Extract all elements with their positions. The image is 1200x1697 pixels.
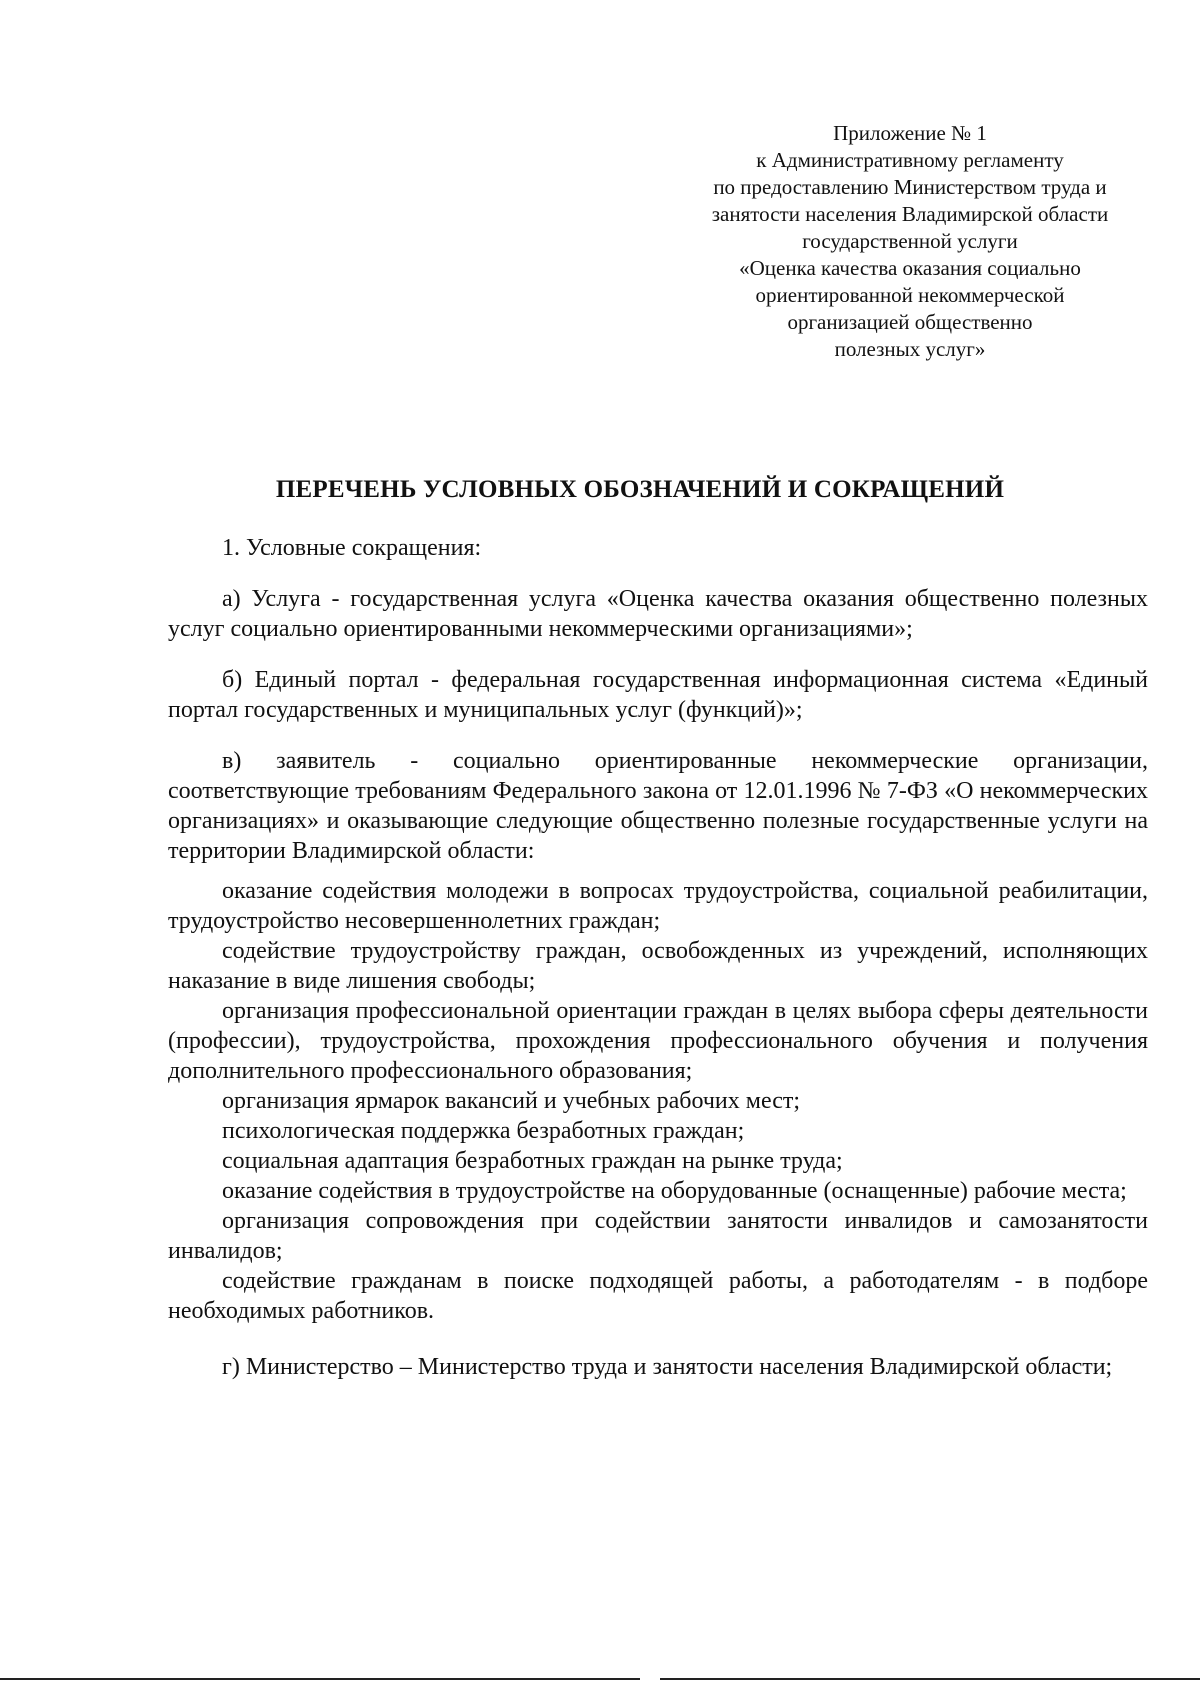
item-v: в) заявитель - социально ориентированные некоммерческие организации, соответствующие требованиям Федерального закона от 12.01.1996 № 7-ФЗ «О некоммерческих организациях» и оказывающие следующие общественно полезные государственные услуги на территории Владимирской области:: [168, 748, 1148, 864]
service-item: оказание содействия в трудоустройстве на оборудованные (оснащенные) рабочие места;: [222, 1178, 1127, 1204]
appendix-block: [640, 120, 1180, 363]
service-item: психологическая поддержка безработных граждан;: [222, 1118, 745, 1144]
item-b: б) Единый портал - федеральная государственная информационная система «Единый портал государственных и муниципальных услуг (функций)»;: [168, 667, 1148, 723]
document-title: ПЕРЕЧЕНЬ УСЛОВНЫХ ОБОЗНАЧЕНИЙ И СОКРАЩЕНИЙ: [275, 476, 1005, 503]
footer-divider: [660, 1678, 1200, 1680]
item-g: г) Министерство – Министерство труда и занятости населения Владимирской области;: [222, 1354, 1113, 1380]
document-body: [168, 533, 1148, 1382]
section-heading: 1. Условные сокращения:: [222, 535, 482, 561]
service-item: содействие трудоустройству граждан, освобожденных из учреждений, исполняющих наказание в виде лишения свободы;: [168, 938, 1148, 994]
appendix-line: по предоставлению Министерством труда и: [713, 175, 1107, 199]
service-item: организация ярмарок вакансий и учебных рабочих мест;: [222, 1088, 801, 1114]
service-item: организация сопровождения при содействии занятости инвалидов и самозанятости инвалидов;: [168, 1208, 1148, 1264]
appendix-line: к Административному регламенту: [756, 148, 1064, 172]
service-item: социальная адаптация безработных граждан на рынке труда;: [222, 1148, 843, 1174]
footer-divider: [0, 1678, 640, 1680]
appendix-line: занятости населения Владимирской области: [711, 202, 1109, 226]
appendix-line: государственной услуги: [802, 229, 1018, 253]
service-item: содействие гражданам в поиске подходящей работы, а работодателям - в подборе необходимых работников.: [168, 1268, 1148, 1324]
appendix-line: ориентированной некоммерческой: [755, 283, 1065, 307]
appendix-line: Приложение № 1: [833, 121, 987, 145]
appendix-line: организацией общественно: [787, 310, 1033, 334]
service-item: организация профессиональной ориентации граждан в целях выбора сферы деятельности (профессии), трудоустройства, прохождения профессионального обучения и получения дополнительного профессионального образования;: [168, 998, 1148, 1084]
appendix-line: «Оценка качества оказания социально: [739, 256, 1081, 280]
appendix-line: полезных услуг»: [834, 337, 986, 361]
item-a: а) Услуга - государственная услуга «Оценка качества оказания общественно полезных услуг социально ориентированными некоммерческими организациями»;: [168, 586, 1148, 642]
service-item: оказание содействия молодежи в вопросах трудоустройства, социальной реабилитации, трудоустройство несовершеннолетних граждан;: [168, 878, 1148, 934]
